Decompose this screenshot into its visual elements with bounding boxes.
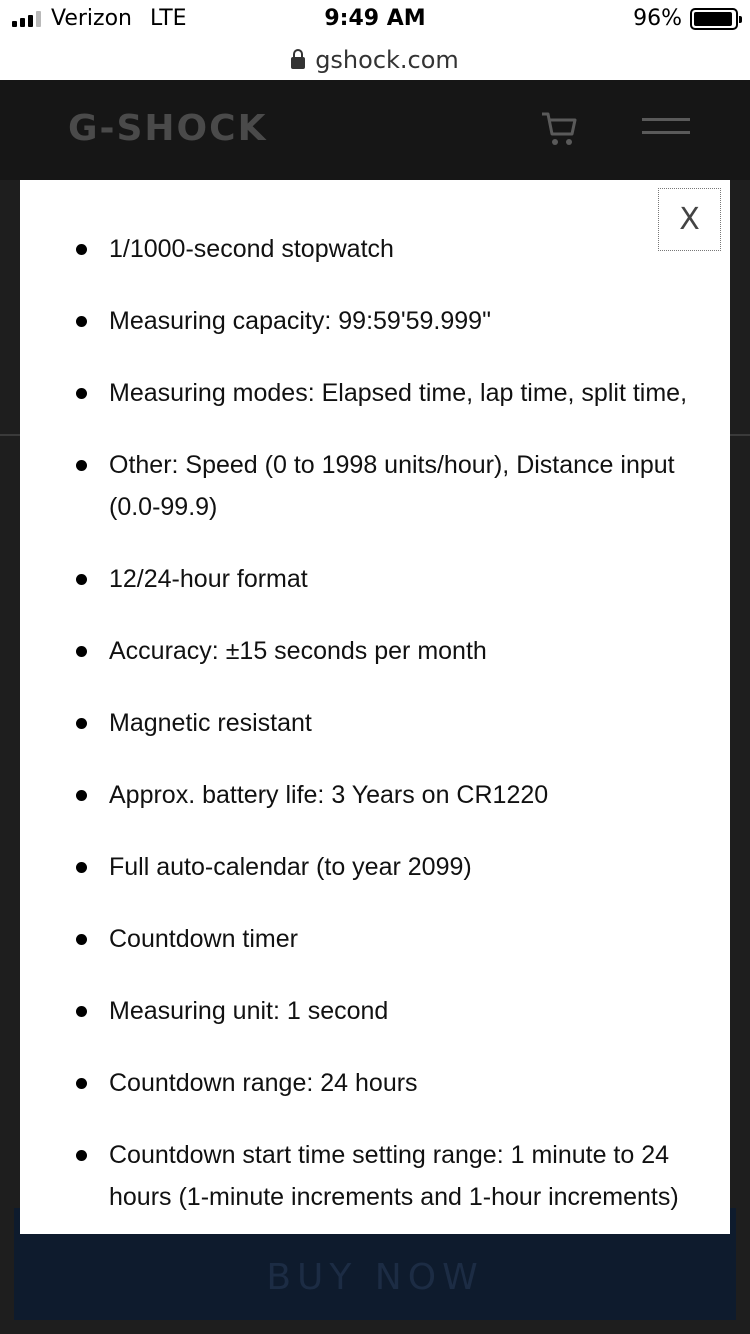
bullet-icon bbox=[76, 316, 87, 327]
battery-percent: 96% bbox=[633, 6, 682, 31]
feature-text: Approx. battery life: 3 Years on CR1220 bbox=[109, 781, 549, 809]
site-header bbox=[0, 80, 750, 180]
feature-item bbox=[20, 444, 700, 528]
bullet-icon bbox=[76, 244, 87, 255]
feature-item bbox=[20, 1134, 700, 1218]
feature-item bbox=[20, 228, 700, 270]
feature-item bbox=[20, 774, 700, 816]
status-bar bbox=[0, 0, 750, 40]
feature-text: Countdown start time setting range: 1 minute to 24 hours (1-minute increments and 1-hour increments) bbox=[109, 1141, 679, 1211]
feature-item bbox=[20, 1062, 700, 1104]
gshock-logo[interactable]: G-SHOCK bbox=[68, 108, 268, 149]
features-modal bbox=[20, 180, 730, 1234]
feature-text: 12/24-hour format bbox=[109, 565, 308, 593]
buy-now-button[interactable]: BUY NOW bbox=[14, 1208, 736, 1320]
bullet-icon bbox=[76, 862, 87, 873]
bullet-icon bbox=[76, 1150, 87, 1161]
network-type: LTE bbox=[150, 6, 187, 31]
close-button[interactable]: X bbox=[658, 188, 721, 251]
bullet-icon bbox=[76, 646, 87, 657]
lock-icon bbox=[291, 57, 305, 69]
feature-item bbox=[20, 990, 700, 1032]
battery-icon bbox=[690, 8, 738, 30]
carrier-name: Verizon bbox=[51, 6, 132, 31]
bullet-icon bbox=[76, 1078, 87, 1089]
feature-text: Countdown range: 24 hours bbox=[109, 1069, 418, 1097]
feature-text: Other: Speed (0 to 1998 units/hour), Distance input (0.0-99.9) bbox=[109, 451, 675, 521]
feature-item bbox=[20, 372, 700, 414]
bullet-icon bbox=[76, 1006, 87, 1017]
bullet-icon bbox=[76, 790, 87, 801]
url-text: gshock.com bbox=[315, 46, 459, 74]
feature-item bbox=[20, 300, 700, 342]
feature-text: Magnetic resistant bbox=[109, 709, 312, 737]
feature-text: Countdown timer bbox=[109, 925, 298, 953]
bullet-icon bbox=[76, 574, 87, 585]
bullet-icon bbox=[76, 388, 87, 399]
address-bar[interactable] bbox=[0, 40, 750, 80]
feature-item bbox=[20, 702, 700, 744]
feature-text: Full auto-calendar (to year 2099) bbox=[109, 853, 472, 881]
battery-level bbox=[694, 12, 732, 26]
features-list bbox=[20, 228, 700, 1234]
bullet-icon bbox=[76, 718, 87, 729]
feature-text: Measuring capacity: 99:59'59.999" bbox=[109, 307, 491, 335]
feature-text: 1/1000-second stopwatch bbox=[109, 235, 394, 263]
clock: 9:49 AM bbox=[324, 6, 426, 31]
feature-item bbox=[20, 918, 700, 960]
feature-text: Measuring modes: Elapsed time, lap time, split time, bbox=[109, 379, 688, 407]
feature-item bbox=[20, 846, 700, 888]
feature-item bbox=[20, 558, 700, 600]
bullet-icon bbox=[76, 460, 87, 471]
feature-text: Accuracy: ±15 seconds per month bbox=[109, 637, 487, 665]
status-right bbox=[633, 6, 738, 31]
bullet-icon bbox=[76, 934, 87, 945]
cart-icon[interactable] bbox=[540, 110, 578, 148]
feature-text: Measuring unit: 1 second bbox=[109, 997, 389, 1025]
menu-icon[interactable] bbox=[642, 118, 690, 144]
feature-item bbox=[20, 630, 700, 672]
